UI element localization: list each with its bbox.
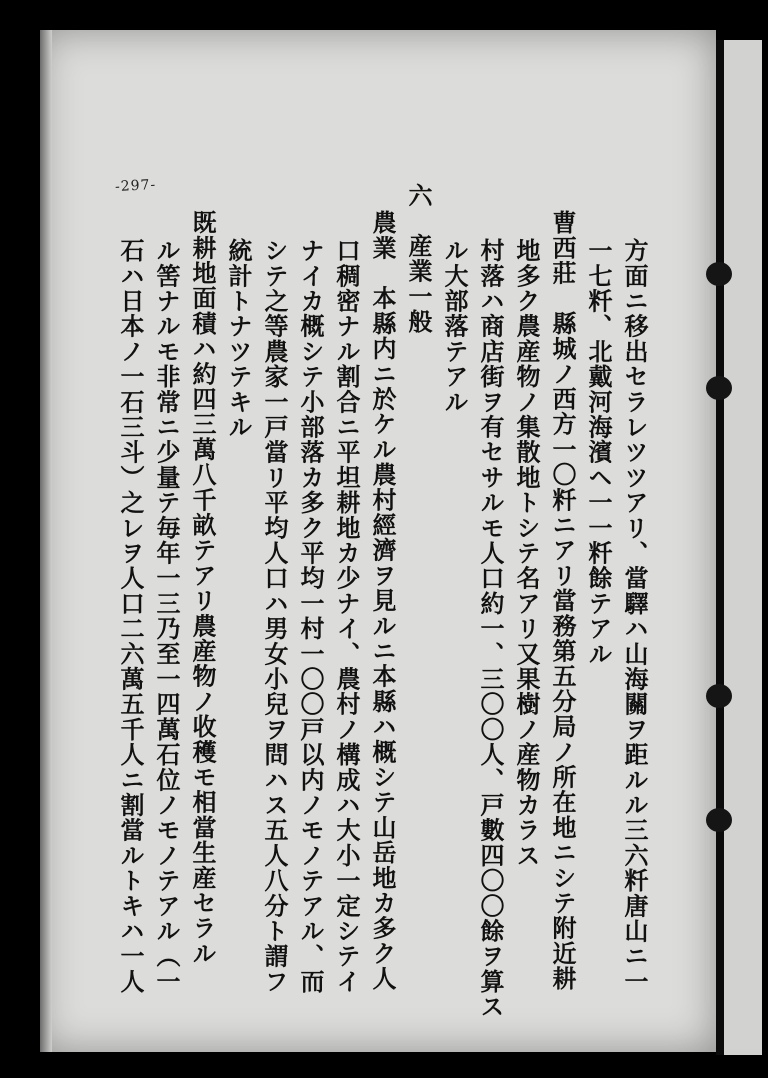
text-column-9: 口稠密ナル割合ニ平坦耕地カ少ナイ、農村ノ構成ハ大小一定シテイ [332,238,361,994]
text-column-15: 石ハ日本ノ一石三斗）之レヲ人口二六萬五千人ニ割當ルトキハ一人 [116,238,145,994]
text-column-3: 曹西莊 縣城ノ西方一〇粁ニアリ當務第五分局ノ所在地ニシテ附近耕 [548,210,577,992]
text-column-10: ナイカ概シテ小部落カ多ク平均一村一〇〇戸以内ノモノテアル、而 [296,238,325,994]
text-column-13: 既耕地面積ハ約四三萬八千畝テアリ農産物ノ收穫モ相當生産セラル [188,210,217,966]
page-number: -297- [114,176,157,196]
text-column-14: ル筈ナルモ非常ニ少量テ毎年一三乃至一四萬石位ノモノテアル（一 [152,238,181,994]
text-column-5: 村落ハ商店街ヲ有セサルモ人口約一、三〇〇人、戸數四〇〇餘ヲ算ス [476,238,505,1020]
text-column-1: 方面ニ移出セラレツツアリ、當驛ハ山海關ヲ距ルル三六粁唐山ニ一 [620,238,649,994]
text-column-6: ル大部落テアル [440,238,469,415]
binding-clip [706,376,732,400]
text-column-11: シテ之等農家一戸當リ平均人口ハ男女小兒ヲ問ハス五人八分ト謂フ [260,238,289,994]
text-column-12: 統計トナツテキル [224,238,253,440]
binding-clip [706,262,732,286]
text-column-8: 農業 本縣内ニ於ケル農村經濟ヲ見ルニ本縣ハ概シテ山岳地カ多ク人 [368,210,397,992]
section-heading: 六 産業一般 [404,183,433,335]
page-edge-strip [724,40,762,1055]
binding-spine [716,40,724,1055]
text-column-2: 一七粁、北戴河海濱ヘ一一粁餘テアル [584,238,613,667]
binding-clip [706,808,732,832]
binding-clip [706,684,732,708]
text-column-4: 地多ク農産物ノ集散地トシテ名アリ又果樹ノ産物カラス [512,238,541,868]
